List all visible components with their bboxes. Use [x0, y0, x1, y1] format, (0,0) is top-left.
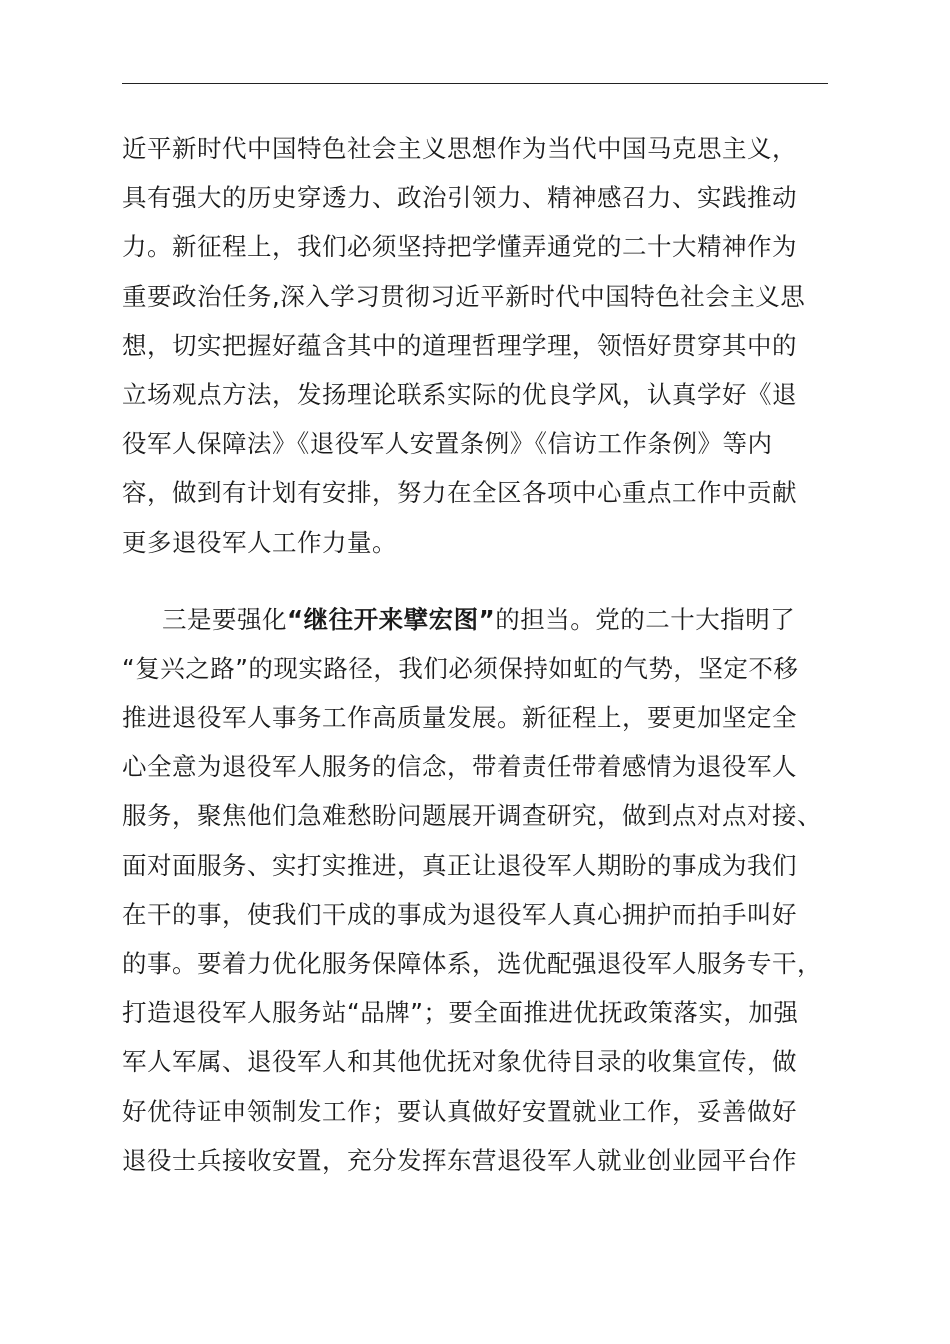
text-line: 服务，聚焦他们急难愁盼问题展开调查研究，做到点对点对接、	[122, 801, 822, 831]
text-line: 在干的事，使我们干成的事成为退役军人真心拥护而拍手叫好	[122, 899, 797, 929]
text-line: 好优待证申领制发工作；要认真做好安置就业工作，妥善做好	[122, 1096, 797, 1126]
first-line-prefix: 三是要强化	[162, 604, 287, 634]
text-line: 役军人保障法》《退役军人安置条例》《信访工作条例》等内	[122, 429, 773, 459]
text-line: 打造退役军人服务站“品牌”；要全面推进优抚政策落实，加强	[122, 998, 799, 1028]
text-line: 的事。要着力优化服务保障体系，选优配强退役军人服务专干，	[122, 949, 822, 978]
document-body	[122, 124, 828, 1185]
text-line: 更多退役军人工作力量。	[122, 527, 397, 557]
paragraph-2-first-line	[122, 595, 828, 644]
paragraph-2	[122, 595, 828, 1185]
text-line: 力。新征程上，我们必须坚持把学懂弄通党的二十大精神作为	[122, 232, 797, 262]
text-line: 立场观点方法，发扬理论联系实际的优良学风，认真学好《退	[122, 379, 797, 409]
first-line-suffix: 的担当。党的二十大指明了	[495, 604, 796, 634]
text-line: 军人军属、退役军人和其他优抚对象优待目录的收集宣传，做	[122, 1047, 797, 1077]
text-line: 具有强大的历史穿透力、政治引领力、精神感召力、实践推动	[122, 183, 797, 213]
text-line: 近平新时代中国特色社会主义思想作为当代中国马克思主义，	[122, 134, 797, 163]
text-line: 心全意为退役军人服务的信念，带着责任带着感情为退役军人	[122, 752, 797, 782]
text-line: 容，做到有计划有安排，努力在全区各项中心重点工作中贡献	[122, 478, 797, 508]
paragraph-gap	[122, 567, 828, 595]
text-line: 退役士兵接收安置，充分发挥东营退役军人就业创业园平台作	[122, 1145, 797, 1175]
text-line: “复兴之路”的现实路径，我们必须保持如虹的气势，坚定不移	[122, 653, 799, 683]
first-line-quote: “继往开来擘宏图”	[287, 604, 496, 634]
text-line: 面对面服务、实打实推进，真正让退役军人期盼的事成为我们	[122, 850, 797, 880]
header-rule	[122, 83, 828, 84]
text-line: 推进退役军人事务工作高质量发展。新征程上，要更加坚定全	[122, 703, 797, 733]
text-line: 重要政治任务,深入学习贯彻习近平新时代中国特色社会主义思	[122, 281, 806, 311]
paragraph-1	[122, 124, 828, 567]
text-line: 想，切实把握好蕴含其中的道理哲理学理，领悟好贯穿其中的	[122, 330, 797, 360]
